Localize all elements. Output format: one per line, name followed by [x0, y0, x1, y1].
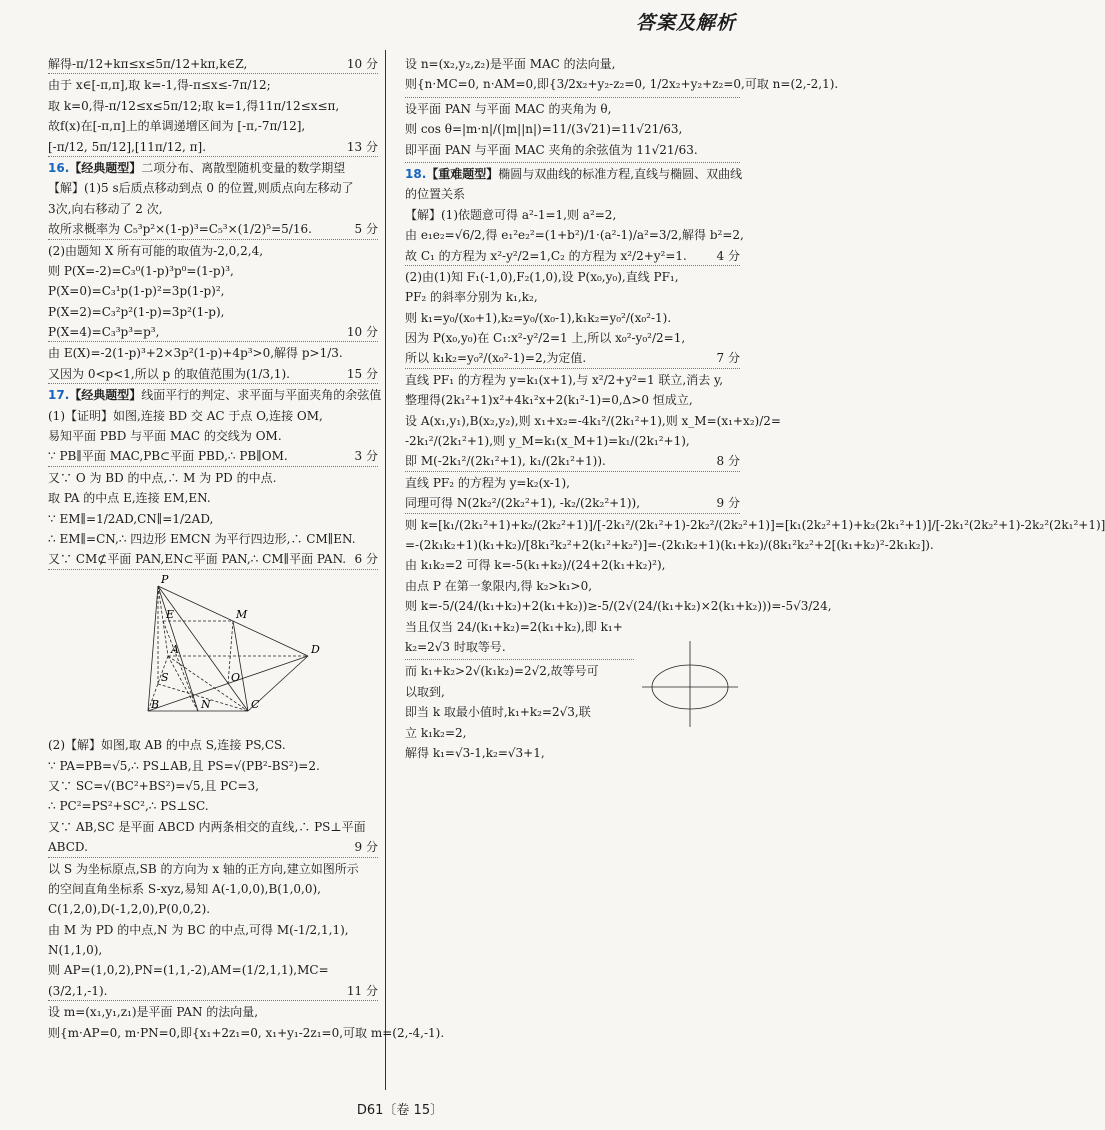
left-line — [48, 118, 378, 135]
right-line — [405, 619, 740, 636]
line-text: 即当 k 取最小值时,k₁+k₂=2√3,联 — [405, 705, 591, 720]
right-line — [405, 433, 740, 450]
line-text: 则 k₁=y₀/(x₀+1),k₂=y₀/(x₀-1),k₁k₂=y₀²/(x₀²-1). — [405, 310, 672, 325]
question-number: 18. — [405, 166, 427, 181]
left-line — [48, 160, 378, 177]
right-line — [405, 162, 740, 163]
right-line — [405, 475, 740, 492]
right-line — [405, 725, 740, 742]
right-line — [405, 101, 740, 118]
score-points: 11 分 — [344, 983, 378, 1000]
right-line — [405, 166, 743, 183]
line-text: 易知平面 PBD 与平面 MAC 的交线为 OM. — [48, 429, 282, 444]
question-number: 17. — [48, 388, 70, 403]
right-line — [405, 289, 740, 306]
line-text: 又∵ SC=√(BC²+BS²)=√5,且 PC=3, — [48, 778, 259, 793]
left-line — [48, 881, 378, 898]
score-points: 7 分 — [714, 350, 740, 367]
right-line — [405, 537, 934, 554]
right-line — [405, 453, 740, 471]
line-text: 设平面 PAN 与平面 MAC 的夹角为 θ, — [405, 101, 612, 116]
line-text: 因为 P(x₀,y₀)在 C₁:x²-y²/2=1 上,所以 x₀²-y₀²/2=1, — [405, 331, 686, 346]
line-text: 同理可得 N(2k₂²/(2k₂²+1), -k₂/(2k₂²+1)), — [405, 496, 641, 511]
line-text: PF₂ 的斜率分别为 k₁,k₂, — [405, 290, 538, 305]
left-line — [48, 901, 378, 918]
right-line — [405, 659, 634, 660]
line-text: 以取到, — [405, 684, 445, 699]
left-line — [48, 243, 378, 260]
vertex-label-B: B — [151, 697, 160, 711]
line-text: 当且仅当 24/(k₁+k₂)=2(k₁+k₂),即 k₁+ — [405, 619, 623, 634]
vertex-label-O: O — [231, 670, 241, 684]
left-line — [48, 470, 378, 487]
line-text: 又∵ CM⊄平面 PAN,EN⊂平面 PAN,∴ CM∥平面 PAN. — [48, 552, 347, 567]
line-text: =-(2k₁k₂+1)(k₁+k₂)/[8k₁²k₂²+2(k₁²+k₂²)]=-(2k₁k₂+1)(k₁+k₂)/(8k₁²k₂²+2[(k₁+k₂)²-2k₁k₂]). — [405, 537, 934, 552]
line-text: 【解】(1)依题意可得 a²-1=1,则 a²=2, — [405, 207, 617, 222]
left-line — [48, 778, 378, 795]
right-line — [405, 745, 740, 762]
vertex-label-N: N — [201, 697, 211, 711]
left-line — [48, 221, 378, 239]
line-text: 的位置关系 — [405, 187, 466, 202]
left-line — [48, 1025, 445, 1042]
line-text: 而 k₁+k₂>2√(k₁k₂)=2√2,故等号可 — [405, 664, 599, 679]
right-line — [405, 704, 740, 721]
left-line — [48, 1004, 378, 1021]
figure-edge-CM — [233, 621, 248, 711]
line-text: 线面平行的判定、求平面与平面夹角的余弦值 — [141, 388, 382, 403]
vertex-label-A: A — [171, 642, 179, 656]
right-line — [405, 248, 740, 266]
line-text: 由 M 为 PD 的中点,N 为 BC 的中点,可得 M(-1/2,1,1), — [48, 922, 349, 937]
score-points: 9 分 — [714, 495, 740, 512]
vertex-label-M: M — [236, 607, 248, 621]
right-line — [405, 330, 740, 347]
left-line — [48, 798, 378, 815]
line-text: ABCD. — [48, 840, 88, 855]
line-text: 则{m·AP=0, m·PN=0,即{x₁+2z₁=0, x₁+y₁-2z₁=0,可取 m=(2,-4,-1). — [48, 1025, 445, 1040]
left-line — [48, 345, 378, 362]
right-line — [405, 227, 744, 244]
line-text: P(X=2)=C₃²p²(1-p)=3p²(1-p), — [48, 304, 225, 319]
line-text: ∵ EM∥=1/2AD,CN∥=1/2AD, — [48, 511, 214, 526]
line-text: (2)由(1)知 F₁(-1,0),F₂(1,0),设 P(x₀,y₀),直线 PF₁, — [405, 269, 679, 284]
score-points: 10 分 — [344, 56, 378, 73]
line-text: 取 k=0,得-π/12≤x≤5π/12;取 k=1,得11π/12≤x≤π, — [48, 98, 340, 113]
score-points: 8 分 — [714, 453, 740, 470]
right-line — [405, 578, 740, 595]
line-text: 由于 x∈[-π,π],取 k=-1,得-π≤x≤-7π/12; — [48, 78, 271, 93]
figure-edge-PB — [148, 586, 158, 711]
vertex-label-D: D — [311, 642, 320, 656]
line-text: 整理得(2k₁²+1)x²+4k₁²x+2(k₁²-1)=0,Δ>0 恒成立, — [405, 393, 693, 408]
line-text: C(1,2,0),D(-1,2,0),P(0,0,2). — [48, 902, 211, 917]
right-line — [405, 413, 781, 430]
right-line — [405, 684, 740, 701]
line-text: 则 k=[k₁/(2k₁²+1)+k₂/(2k₂²+1)]/[-2k₁²/(2k₁²+1)-2k₂²/(2k₂²+1)]=[k₁(2k₂²+1)+k₂(2k₁²+1)]/[-2k₁²(2k₂²+1)-2k₂²(2k₁²+1)] — [405, 517, 1105, 532]
left-line — [48, 737, 378, 754]
vertex-label-C: C — [251, 697, 260, 711]
left-line — [48, 942, 378, 959]
left-line — [48, 922, 378, 939]
line-text: N(1,1,0), — [48, 943, 103, 958]
right-line — [405, 372, 740, 389]
right-line — [405, 663, 740, 680]
line-text: 【解】(1)5 s后质点移动到点 0 的位置,则质点向左移动了 — [48, 181, 354, 196]
score-points: 4 分 — [714, 248, 740, 265]
left-line — [48, 366, 378, 384]
page-footer: D61〔卷 15〕 — [356, 1103, 444, 1118]
line-text: 由 E(X)=-2(1-p)³+2×3p²(1-p)+4p³>0,解得 p>1/3. — [48, 346, 343, 361]
vertex-label-S: S — [161, 670, 169, 684]
question-tag: 【经典题型】 — [69, 388, 142, 403]
line-text: ∵ PA=PB=√5,∴ PS⊥AB,且 PS=√(PB²-BS²)=2. — [48, 758, 320, 773]
left-line — [48, 139, 378, 157]
line-text: 即平面 PAN 与平面 MAC 夹角的余弦值为 11√21/63. — [405, 142, 698, 157]
page-header-title: 答案及解析 — [635, 12, 736, 34]
right-line — [405, 186, 740, 203]
left-line — [48, 511, 378, 528]
score-points: 13 分 — [344, 139, 378, 156]
right-line — [405, 557, 740, 574]
left-line — [48, 861, 378, 878]
line-text: 故f(x)在[-π,π]上的单调递增区间为 [-π,-7π/12], — [48, 119, 306, 134]
left-line — [48, 448, 378, 466]
left-line — [48, 490, 378, 507]
score-points: 5 分 — [352, 221, 378, 238]
line-text: 由 e₁e₂=√6/2,得 e₁²e₂²=(1+b²)/1·(a²-1)/a²=3/2,解得 b²=2, — [405, 228, 744, 243]
line-text: 以 S 为坐标原点,SB 的方向为 x 轴的正方向,建立如图所示 — [48, 861, 359, 876]
score-points: 9 分 — [352, 839, 378, 856]
right-line — [405, 598, 832, 615]
line-text: 解得 k₁=√3-1,k₂=√3+1, — [405, 745, 545, 760]
right-line — [405, 121, 740, 138]
question-tag: 【重难题型】 — [426, 166, 499, 181]
line-text: 的空间直角坐标系 S-xyz,易知 A(-1,0,0),B(1,0,0), — [48, 881, 321, 896]
line-text: ∵ PB∥平面 MAC,PB⊂平面 PBD,∴ PB∥OM. — [48, 449, 288, 464]
line-text: (2)【解】如图,取 AB 的中点 S,连接 PS,CS. — [48, 738, 286, 753]
left-line — [48, 551, 378, 569]
score-points: 6 分 — [352, 551, 378, 568]
line-text: 椭圆与双曲线的标准方程,直线与椭圆、双曲线 — [498, 166, 743, 181]
line-text: 又∵ O 为 BD 的中点,∴ M 为 PD 的中点. — [48, 470, 277, 485]
line-text: ∴ EM∥=CN,∴ 四边形 EMCN 为平行四边形,∴ CM∥EN. — [48, 531, 356, 546]
line-text: 则 AP=(1,0,2),PN=(1,1,-2),AM=(1/2,1,1),MC= — [48, 963, 329, 978]
right-line — [405, 517, 1105, 534]
score-points: 3 分 — [352, 448, 378, 465]
line-text: 则{n·MC=0, n·AM=0,即{3/2x₂+y₂-z₂=0, 1/2x₂+y₂+z₂=0,可取 n=(2,-2,1). — [405, 77, 839, 92]
line-text: 则 k=-5/(24/(k₁+k₂)+2(k₁+k₂))≥-5/(2√(24/(k₁+k₂)×2(k₁+k₂)))=-5√3/24, — [405, 599, 832, 614]
line-text: P(X=4)=C₃³p³=p³, — [48, 325, 160, 340]
line-text: 故 C₁ 的方程为 x²-y²/2=1,C₂ 的方程为 x²/2+y²=1. — [405, 248, 687, 263]
line-text: 设 n=(x₂,y₂,z₂)是平面 MAC 的法向量, — [405, 57, 616, 71]
right-line — [405, 495, 740, 513]
vertex-label-E: E — [166, 607, 175, 621]
line-text: 二项分布、离散型随机变量的数学期望 — [141, 160, 346, 175]
right-column — [405, 56, 1105, 765]
line-text: 又因为 0<p<1,所以 p 的取值范围为(1/3,1). — [48, 366, 290, 381]
line-text: 直线 PF₂ 的方程为 y=k₂(x-1), — [405, 475, 570, 490]
line-text: 即 M(-2k₁²/(2k₁²+1), k₁/(2k₁²+1)). — [405, 454, 606, 469]
right-line — [405, 76, 839, 93]
left-line — [48, 283, 378, 300]
right-line — [405, 269, 740, 286]
left-line — [48, 758, 378, 775]
question-number: 16. — [48, 160, 70, 175]
right-line — [405, 142, 740, 159]
right-line — [405, 350, 740, 368]
line-text: -2k₁²/(2k₁²+1),则 y_M=k₁(x_M+1)=k₁/(2k₁²+1), — [405, 434, 690, 449]
left-line — [48, 263, 378, 280]
line-text: 又∵ AB,SC 是平面 ABCD 内两条相交的直线,∴ PS⊥平面 — [48, 819, 366, 834]
score-points: 10 分 — [344, 324, 378, 341]
left-line — [48, 428, 378, 445]
pyramid-figure — [108, 572, 328, 726]
left-line — [48, 304, 378, 321]
right-line — [405, 56, 740, 73]
line-text: k₂=2√3 时取等号. — [405, 639, 506, 654]
line-text: 设 m=(x₁,y₁,z₁)是平面 PAN 的法向量, — [48, 1005, 259, 1020]
line-text: ∴ PC²=PS²+SC²,∴ PS⊥SC. — [48, 799, 209, 814]
column-divider — [385, 50, 386, 1090]
left-line — [48, 531, 378, 548]
line-text: 取 PA 的中点 E,连接 EM,EN. — [48, 491, 211, 506]
left-line — [48, 98, 378, 115]
right-line — [405, 639, 740, 656]
line-text: P(X=0)=C₃¹p(1-p)²=3p(1-p)², — [48, 284, 225, 299]
line-text: 3次,向右移动了 2 次, — [48, 201, 163, 216]
right-line — [405, 207, 740, 224]
left-line — [48, 408, 378, 425]
left-line — [48, 962, 378, 979]
line-text: 由点 P 在第一象限内,得 k₂>k₁>0, — [405, 578, 593, 593]
line-text: 由 k₁k₂=2 可得 k=-5(k₁+k₂)/(24+2(k₁+k₂)²), — [405, 558, 666, 573]
right-line — [405, 310, 740, 327]
line-text: 设 A(x₁,y₁),B(x₂,y₂),则 x₁+x₂=-4k₁²/(2k₁²+1),则 x_M=(x₁+x₂)/2= — [405, 413, 781, 428]
line-text: (3/2,1,-1). — [48, 983, 108, 998]
left-line — [48, 201, 378, 218]
right-line — [405, 392, 740, 409]
left-line — [48, 77, 378, 94]
line-text: 故所求概率为 C₅³p²×(1-p)³=C₅³×(1/2)⁵=5/16. — [48, 222, 312, 237]
left-line — [48, 839, 378, 857]
line-text: (1)【证明】如图,连接 BD 交 AC 于点 O,连接 OM, — [48, 408, 323, 423]
question-tag: 【经典题型】 — [69, 160, 142, 175]
figure-container — [108, 572, 378, 731]
left-line — [48, 819, 378, 836]
right-line — [405, 97, 740, 98]
line-text: 解得-π/12+kπ≤x≤5π/12+kπ,k∈Z, — [48, 57, 248, 71]
line-text: 所以 k₁k₂=y₀²/(x₀²-1)=2,为定值. — [405, 351, 587, 366]
left-line — [48, 56, 378, 74]
line-text: 则 cos θ=|m·n|/(|m||n|)=11/(3√21)=11√21/63, — [405, 122, 683, 137]
line-text: (2)由题知 X 所有可能的取值为-2,0,2,4, — [48, 243, 264, 258]
line-text: [-π/12, 5π/12],[11π/12, π]. — [48, 139, 207, 154]
line-text: 立 k₁k₂=2, — [405, 725, 467, 740]
left-line — [48, 983, 378, 1001]
line-text: 直线 PF₁ 的方程为 y=k₁(x+1),与 x²/2+y²=1 联立,消去 y, — [405, 372, 724, 387]
left-line — [48, 387, 382, 404]
vertex-label-P: P — [161, 572, 169, 586]
line-text: 则 P(X=-2)=C₃⁰(1-p)³p⁰=(1-p)³, — [48, 263, 234, 278]
left-line — [48, 324, 378, 342]
left-line — [48, 180, 378, 197]
score-points: 15 分 — [344, 366, 378, 383]
